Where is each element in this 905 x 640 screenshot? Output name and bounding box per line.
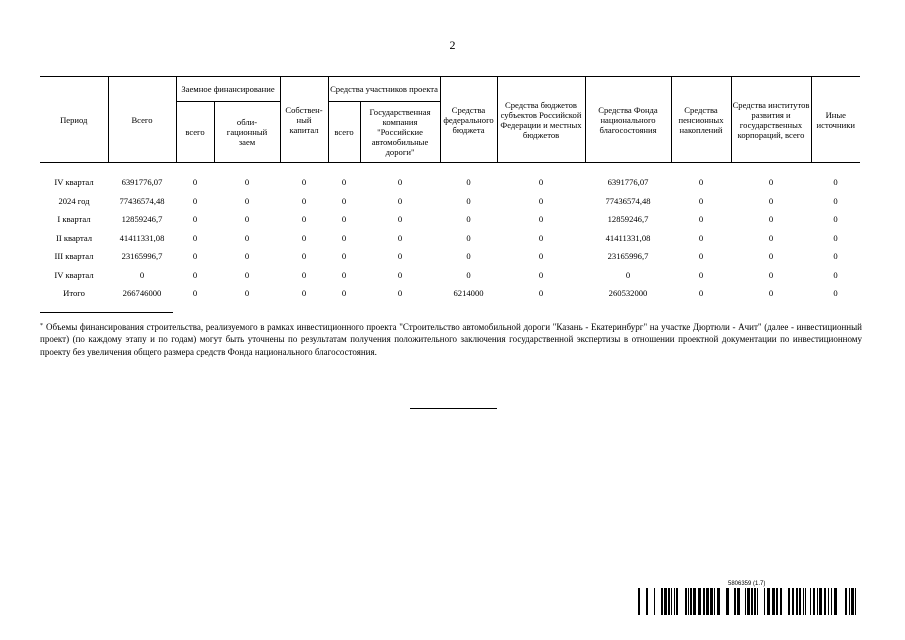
- cell-loan-total: 0: [192, 251, 198, 262]
- barcode-bar: [805, 588, 806, 615]
- header-loan-total: всего: [176, 102, 214, 163]
- barcode-bar: [851, 588, 854, 615]
- cell-equity: 0: [301, 269, 307, 280]
- cell-equity: 0: [301, 214, 307, 225]
- cell-bond-loan: 0: [244, 232, 250, 243]
- cell-participants-total: 0: [341, 269, 347, 280]
- cell-loan-total: 0: [192, 269, 198, 280]
- cell-participants-total: 0: [341, 214, 347, 225]
- cell-dev-institutions: 0: [768, 177, 774, 188]
- footnote: [40, 321, 862, 358]
- barcode-bar: [751, 588, 753, 615]
- barcode-bar: [776, 588, 778, 615]
- cell-loan-total: 0: [192, 177, 198, 188]
- financing-table: [40, 76, 860, 303]
- header-federal-budget: Средства федерального бюджета: [440, 77, 497, 163]
- cell-other: 0: [833, 269, 838, 280]
- cell-federal-budget: 0: [466, 177, 471, 188]
- footnote-divider: [40, 312, 173, 313]
- cell-total: 77436574,48: [119, 195, 165, 206]
- cell-pension: 0: [698, 195, 704, 206]
- barcode-bar: [745, 588, 746, 615]
- cell-total: 6391776,07: [121, 177, 163, 188]
- table-row: [40, 192, 860, 211]
- cell-period: I квартал: [57, 214, 91, 225]
- barcode-bar: [831, 588, 832, 615]
- header-equity: Собствен- ный капитал: [280, 77, 328, 163]
- header-participants-total: всего: [328, 102, 360, 163]
- cell-period: IV квартал: [54, 177, 94, 188]
- barcode-bar: [690, 588, 692, 615]
- cell-participants-total: 0: [341, 177, 347, 188]
- cell-bond-loan: 0: [244, 195, 250, 206]
- cell-bond-loan: 0: [244, 177, 250, 188]
- cell-state-company: 0: [397, 214, 403, 225]
- cell-state-company: 0: [397, 195, 403, 206]
- cell-pension: 0: [698, 288, 704, 299]
- cell-period: Итого: [63, 288, 85, 299]
- header-period: Период: [40, 77, 108, 163]
- table-row: [40, 266, 860, 285]
- cell-loan-total: 0: [192, 288, 198, 299]
- barcode-bar: [754, 588, 756, 615]
- cell-nwf: 12859246,7: [607, 214, 649, 225]
- barcode-bar: [710, 588, 713, 615]
- barcode-bar: [714, 588, 715, 615]
- cell-loan-total: 0: [192, 232, 198, 243]
- cell-federal-budget: 0: [466, 269, 471, 280]
- barcode-bar: [661, 588, 663, 615]
- cell-equity: 0: [301, 288, 307, 299]
- document-code: 5806359 (1.7): [728, 581, 766, 587]
- cell-total: 0: [139, 269, 145, 280]
- barcode-bar: [638, 588, 640, 615]
- cell-federal-budget: 0: [466, 195, 471, 206]
- header-pension: Средства пенсионных накоплений: [671, 77, 731, 163]
- barcode-bar: [737, 588, 740, 615]
- barcode-bar: [764, 588, 765, 615]
- cell-federal-budget: 0: [466, 251, 471, 262]
- barcode-bar: [845, 588, 847, 615]
- cell-pension: 0: [698, 214, 704, 225]
- cell-pension: 0: [698, 232, 704, 243]
- cell-regional-budgets: 0: [538, 288, 544, 299]
- page-number: 2: [449, 38, 456, 52]
- cell-state-company: 0: [397, 232, 403, 243]
- cell-other: 0: [833, 251, 838, 262]
- barcode-bar: [796, 588, 798, 615]
- cell-bond-loan: 0: [244, 269, 250, 280]
- barcode-bar: [788, 588, 790, 615]
- barcode-bar: [799, 588, 801, 615]
- cell-other: 0: [833, 232, 838, 243]
- cell-loan-total: 0: [192, 195, 198, 206]
- barcode-bar: [668, 588, 670, 615]
- barcode-bar: [726, 588, 729, 615]
- barcode-bar: [664, 588, 667, 615]
- cell-other: 0: [833, 214, 838, 225]
- cell-participants-total: 0: [341, 232, 347, 243]
- cell-participants-total: 0: [341, 251, 347, 262]
- cell-total: 266746000: [122, 288, 162, 299]
- cell-participants-total: 0: [341, 288, 347, 299]
- cell-period: 2024 год: [58, 195, 90, 206]
- barcode-image: [638, 588, 861, 615]
- barcode-bar: [834, 588, 837, 615]
- cell-regional-budgets: 0: [538, 195, 544, 206]
- cell-equity: 0: [301, 251, 307, 262]
- cell-total: 12859246,7: [121, 214, 163, 225]
- cell-other: 0: [833, 195, 838, 206]
- footnote-text: Объемы финансирования строительства, реализуемого в рамках инвестиционного проекта "Строительство автомобильной дороги "Казань - Екатеринбург" на участке Дюртюли - Ачит" (далее - инвестиционный проект) (по каждому этапу и по годам) могут быть уточнены по результатам получения положительного заключения государственной экспертизы в отношении проектной документации по инвестиционному проекту без увеличения общего размера средств Фонда национального благосостояния.: [40, 322, 862, 357]
- cell-federal-budget: 0: [466, 232, 471, 243]
- cell-pension: 0: [698, 251, 704, 262]
- cell-pension: 0: [698, 177, 704, 188]
- cell-dev-institutions: 0: [768, 269, 774, 280]
- header-dev-institutions: Средства институтов развития и государственных корпораций, всего: [731, 77, 811, 163]
- cell-period: IV квартал: [54, 269, 94, 280]
- cell-regional-budgets: 0: [538, 251, 544, 262]
- cell-dev-institutions: 0: [768, 214, 774, 225]
- barcode-bar: [646, 588, 648, 615]
- barcode-bar: [747, 588, 750, 615]
- cell-regional-budgets: 0: [538, 177, 544, 188]
- cell-nwf: 260532000: [608, 288, 648, 299]
- cell-dev-institutions: 0: [768, 195, 774, 206]
- barcode-bar: [810, 588, 811, 615]
- barcode-bar: [767, 588, 770, 615]
- cell-nwf: 6391776,07: [607, 177, 649, 188]
- barcode-bar: [813, 588, 815, 615]
- header-loan-group: Заемное финансирование: [176, 77, 280, 102]
- cell-other: 0: [833, 288, 838, 299]
- table-row: [40, 210, 860, 229]
- barcode-bar: [698, 588, 701, 615]
- barcode-bar: [803, 588, 804, 615]
- barcode-bar: [703, 588, 705, 615]
- table-row: [40, 247, 860, 266]
- barcode-bar: [706, 588, 709, 615]
- barcode-bar: [772, 588, 775, 615]
- cell-total: 23165996,7: [121, 251, 163, 262]
- header-bond-loan: обли- гационный заем: [214, 102, 280, 163]
- cell-dev-institutions: 0: [768, 251, 774, 262]
- end-divider: [410, 408, 497, 409]
- barcode-bar: [717, 588, 720, 615]
- cell-nwf: 77436574,48: [605, 195, 651, 206]
- barcode-bar: [824, 588, 826, 615]
- table-body: [40, 163, 860, 303]
- barcode-bar: [734, 588, 736, 615]
- cell-nwf: 41411331,08: [605, 232, 651, 243]
- header-regional-budgets: Средства бюджетов субъектов Российской Федерации и местных бюджетов: [497, 77, 585, 163]
- cell-bond-loan: 0: [244, 214, 250, 225]
- cell-nwf: 0: [625, 269, 631, 280]
- cell-state-company: 0: [397, 288, 403, 299]
- barcode-bar: [757, 588, 758, 615]
- footnote-marker: *: [40, 323, 43, 329]
- cell-state-company: 0: [397, 251, 403, 262]
- header-other: Иные источники: [811, 77, 860, 163]
- cell-bond-loan: 0: [244, 251, 250, 262]
- cell-equity: 0: [301, 232, 307, 243]
- barcode-bar: [674, 588, 675, 615]
- cell-other: 0: [833, 177, 838, 188]
- barcode-bar: [654, 588, 655, 615]
- cell-regional-budgets: 0: [538, 269, 544, 280]
- table-row: [40, 173, 860, 192]
- cell-federal-budget: 0: [466, 214, 471, 225]
- barcode-bar: [849, 588, 850, 615]
- barcode-bar: [792, 588, 794, 615]
- cell-federal-budget: 6214000: [453, 288, 484, 299]
- header-total: Всего: [108, 77, 176, 163]
- barcode-bar: [676, 588, 678, 615]
- table-row: [40, 229, 860, 248]
- barcode-bar: [780, 588, 782, 615]
- barcode-bar: [855, 588, 856, 615]
- barcode-bar: [685, 588, 687, 615]
- table-row-total: [40, 284, 860, 303]
- cell-regional-budgets: 0: [538, 232, 544, 243]
- barcode-bar: [671, 588, 672, 615]
- cell-nwf: 23165996,7: [607, 251, 649, 262]
- barcode-bar: [819, 588, 822, 615]
- cell-equity: 0: [301, 177, 307, 188]
- barcode-bar: [693, 588, 696, 615]
- cell-state-company: 0: [397, 177, 403, 188]
- header-nwf: Средства Фонда национального благосостояния: [585, 77, 671, 163]
- cell-state-company: 0: [397, 269, 403, 280]
- barcode-bar: [817, 588, 818, 615]
- header-participants-group: Средства участников проекта: [328, 77, 440, 102]
- cell-bond-loan: 0: [244, 288, 250, 299]
- barcode-bar: [688, 588, 689, 615]
- cell-total: 41411331,08: [119, 232, 165, 243]
- cell-dev-institutions: 0: [768, 232, 774, 243]
- cell-dev-institutions: 0: [768, 288, 774, 299]
- cell-regional-budgets: 0: [538, 214, 544, 225]
- barcode-bar: [828, 588, 829, 615]
- cell-period: II квартал: [55, 232, 93, 243]
- cell-participants-total: 0: [341, 195, 347, 206]
- cell-period: III квартал: [54, 251, 94, 262]
- cell-pension: 0: [698, 269, 704, 280]
- cell-equity: 0: [301, 195, 307, 206]
- header-state-company: Государственная компания "Российские автомобильные дороги": [360, 102, 440, 163]
- cell-loan-total: 0: [192, 214, 198, 225]
